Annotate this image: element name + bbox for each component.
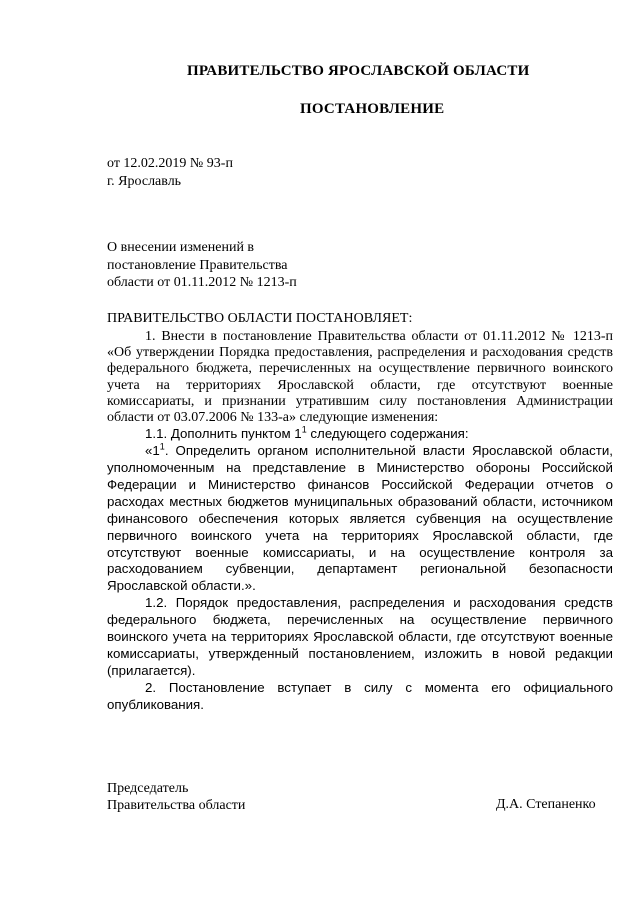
paragraph-1-2: 1.2. Порядок предоставления, распределения и расходования средств федерального бюджета, перечисленных на осуществление первичного воинского учета на территориях Ярославской области, где отсутствуют военные комиссариаты, утвержденный постановлением, изложить в новой редакции (прилагается).	[107, 595, 613, 678]
subject-line: постановление Правительства	[107, 257, 288, 273]
role-line: Правительства области	[107, 798, 246, 813]
role-line: Председатель	[107, 781, 189, 796]
subject-line: области от 01.11.2012 № 1213-п	[107, 275, 297, 290]
government-title: ПРАВИТЕЛЬСТВО ЯРОСЛАВСКОЙ ОБЛАСТИ	[187, 63, 530, 79]
paragraph-1: 1. Внести в постановление Правительства области от 01.11.2012 № 1213-п «Об утверждении Порядка предоставления, распределения и расходования средств федерального бюджета, перечисленных на осуществление первичного воинского учета на территориях Ярославской области, где отсутствуют военные комиссариаты, и признании утратившим силу постановления Администрации области от 03.07.2006 № 133-а» следующие изменения:	[107, 329, 613, 426]
paragraph-text: 1.1. Дополнить пунктом 1	[145, 426, 302, 442]
paragraph-1-1	[107, 426, 613, 443]
paragraph-text: . Определить органом исполнительной власти Ярославской области, уполномоченным на представление в Министерство обороны Российской Федерации и Министерство финансов Российской Федерации отчетов о расходах местных бюджетов муниципальных образований области, источником финансового обеспечения которых является субвенция на осуществление первичного воинского учета на территориях Ярославской области, где отсутствуют военные комиссариаты, и на осуществление контроля за расходованием субвенции, департамент региональной безопасности Ярославской области.».	[107, 443, 613, 594]
document-city: г. Ярославль	[107, 174, 182, 189]
paragraph-quoted	[107, 443, 613, 595]
document-type: ПОСТАНОВЛЕНИЕ	[300, 101, 445, 117]
paragraph-text: «1	[145, 443, 160, 459]
paragraph-2: 2. Постановление вступает в силу с момента его официального опубликования.	[107, 679, 613, 712]
subject-line: О внесении изменений в	[107, 240, 255, 255]
document-date-number: от 12.02.2019 № 93-п	[107, 156, 233, 171]
signatory-role	[107, 780, 245, 814]
decree-statement: ПРАВИТЕЛЬСТВО ОБЛАСТИ ПОСТАНОВЛЯЕТ:	[107, 311, 413, 326]
document-body	[107, 329, 613, 714]
superscript: 1	[301, 424, 307, 435]
superscript: 1	[159, 441, 165, 452]
document-subject	[107, 239, 297, 292]
signatory-name: Д.А. Степаненко	[496, 797, 596, 812]
paragraph-text: следующего содержания:	[306, 426, 469, 442]
